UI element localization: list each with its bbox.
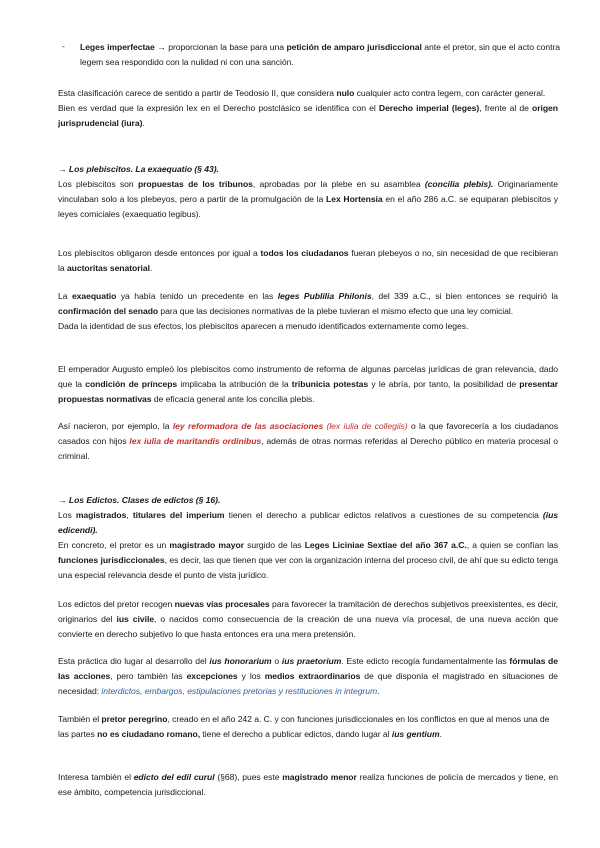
edictos-paragraph-1: Los magistrados, titulares del imperium tienen el derecho a publicar edictos relativos a cuestiones de su competencia (ius edicendi). En concreto, el pretor es un magistrado mayor surgido de las Leges Liciniae Sextiae del año 367 a.C., a quien se confían las funciones jurisdiccionales, es decir, las que tienen que ver con la organización interna del proceso civil, de ahí que su edicto tenga una especial relevancia desde el punto de vista jurídico. <box>58 510 559 580</box>
plebiscitos-paragraph-4: El emperador Augusto empleó los plebiscitos como instrumento de reforma de algunas parcelas jurídicas de gran relevancia, dado que la condición de prínceps implicaba la atribución de la tribunicia potestas y le abría, por tanto, la posibilidad de presentar propuestas normativas de eficacia general ante los concilia plebis. <box>58 364 558 404</box>
edictos-paragraph-3: Esta práctica dio lugar al desarrollo del ius honorarium o ius praetorium. Este edicto recogía fundamentalmente las fórmulas de las acciones, pero también las excepciones y los medios extraordinarios de que disponía el magistrado en situaciones de necesidad: interdictos, embargos, estipulaciones pretorias y restituciones in integrum. <box>58 656 558 696</box>
plebiscitos-paragraph-5: Así nacieron, por ejemplo, la ley reformadora de las asociaciones (lex iulia de collegiis) o la que favorecería a los ciudadanos casados con hijos lex iulia de maritandis ordinibus, además de otras normas referidas al Derecho público en materia procesal o criminal. <box>58 421 558 461</box>
plebiscitos-paragraph-3: La exaequatio ya había tenido un precedente en las leges Publilia Philonis, del 339 a.C., si bien entonces se requirió la confirmación del senado para que las decisiones normativas de la plebe tuvieran el mismo efecto que una ley comicial. Dada la identidad de sus efectos, los plebiscitos aparecen a menudo identificados externamente como leges. <box>58 291 559 331</box>
edictos-paragraph-4: También el pretor peregrino, creado en el año 242 a. C. y con funciones jurisdiccionales en los conflictos en que al menos una de las partes no es ciudadano romano, tiene el derecho a publicar edictos, dando lugar al ius gentium. <box>58 714 550 739</box>
bullet-leges-imperfectae: Leges imperfectae → proporcionan la base para una petición de amparo jurisdiccional ante el pretor, sin que el acto contra legem sea respondido con la nulidad ni con una sanción. <box>80 42 560 67</box>
plebiscitos-paragraph-2: Los plebiscitos obligaron desde entonces por igual a todos los ciudadanos fueran plebeyos o no, sin necesidad de que recibieran la auctoritas senatorial. <box>58 248 558 273</box>
edictos-paragraph-5: Interesa también el edicto del edil curul (§68), pues este magistrado menor realiza funciones de policía de mercados y tiene, en ese ámbito, competencia jurisdiccional. <box>58 772 559 797</box>
plebiscitos-paragraph-1: Los plebiscitos son propuestas de los tribunos, aprobadas por la plebe en su asamblea (concilia plebis). Originariamente vinculaban solo a los plebeyos, pero a partir de la promulgación de la Lex Hortensia en el año 286 a.C. se equiparan plebiscitos y leyes comiciales (exaequatio legibus). <box>58 179 559 219</box>
plebiscitos-heading: → Los plebiscitos. La exaequatio (§ 43). <box>58 164 219 174</box>
edictos-paragraph-2: Los edictos del pretor recogen nuevas vías procesales para favorecer la tramitación de derechos subjetivos preexistentes, es decir, originarios del ius civile, o nacidos como consecuencia de la creación de una nueva vía procesal, de una nueva acción que convierte en derecho subjetivo lo que hasta entonces era una mera pretensión. <box>58 599 558 639</box>
edictos-heading: → Los Edictos. Clases de edictos (§ 16). <box>58 495 221 505</box>
clasificacion-paragraph: Esta clasificación carece de sentido a partir de Teodosio II, que considera nulo cualquier acto contra legem, con carácter general. Bien es verdad que la expresión lex en el Derecho postclásico se identifica con el Derecho imperial (leges), frente al de origen jurisprudencial (iura). <box>58 88 558 128</box>
bullet-marker: - <box>62 41 65 51</box>
